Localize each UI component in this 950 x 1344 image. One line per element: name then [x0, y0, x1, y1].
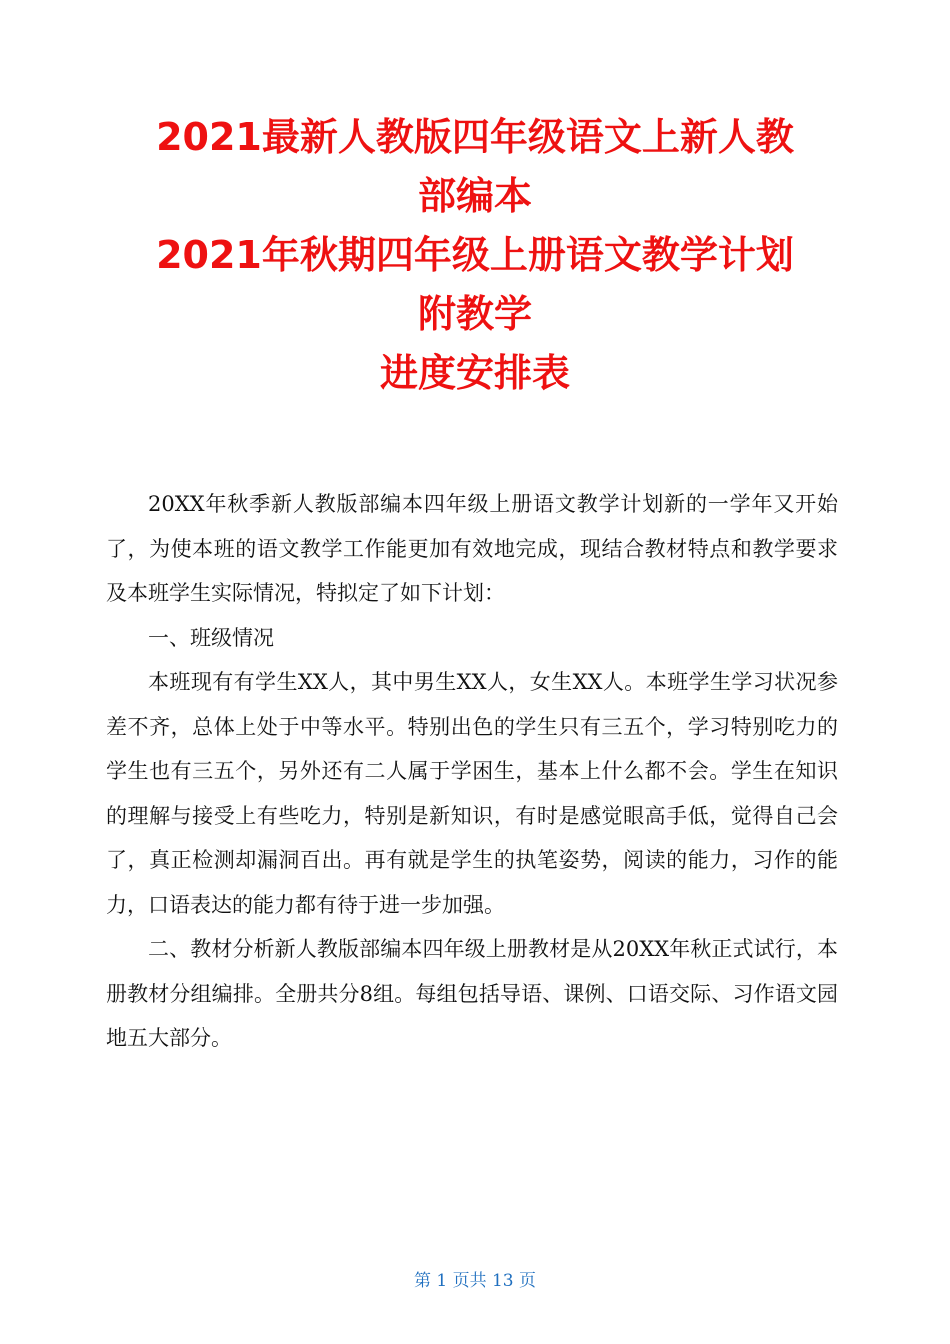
intro-paragraph: 20XX年秋季新人教版部编本四年级上册语文教学计划新的一学年又开始了，为使本班的语文教学工作能更加有效地完成，现结合教材特点和教学要求及本班学生实际情况，特拟定了如下计划： [106, 492, 838, 605]
section-heading-class-situation: 一、班级情况 [148, 625, 274, 650]
page-number-footer: 第 1 页共 13 页 [413, 1271, 537, 1291]
document-body [106, 482, 838, 1061]
title-line-5: 进度安排表 [379, 351, 570, 395]
title-line-2: 部编本 [417, 174, 532, 218]
title-line-3: 2021年秋期四年级上册语文教学计划 [156, 233, 794, 277]
title-line-4: 附教学 [417, 292, 532, 336]
textbook-analysis-paragraph: 二、教材分析新人教版部编本四年级上册教材是从20XX年秋正式试行，本册教材分组编排。全册共分8组。每组包括导语、课例、口语交际、习作语文园地五大部分。 [106, 937, 838, 1050]
class-situation-paragraph: 本班现有有学生XX人，其中男生XX人，女生XX人。本班学生学习状况参差不齐，总体上处于中等水平。特别出色的学生只有三五个，学习特别吃力的学生也有三五个，另外还有二人属于学困生，基本上什么都不会。学生在知识的理解与接受上有些吃力，特别是新知识，有时是感觉眼高手低，觉得自己会了，真正检测却漏洞百出。再有就是学生的执笔姿势，阅读的能力，习作的能力，口语表达的能力都有待于进一步加强。 [106, 670, 838, 917]
document-title [60, 108, 890, 403]
title-line-1: 2021最新人教版四年级语文上新人教 [156, 115, 794, 159]
